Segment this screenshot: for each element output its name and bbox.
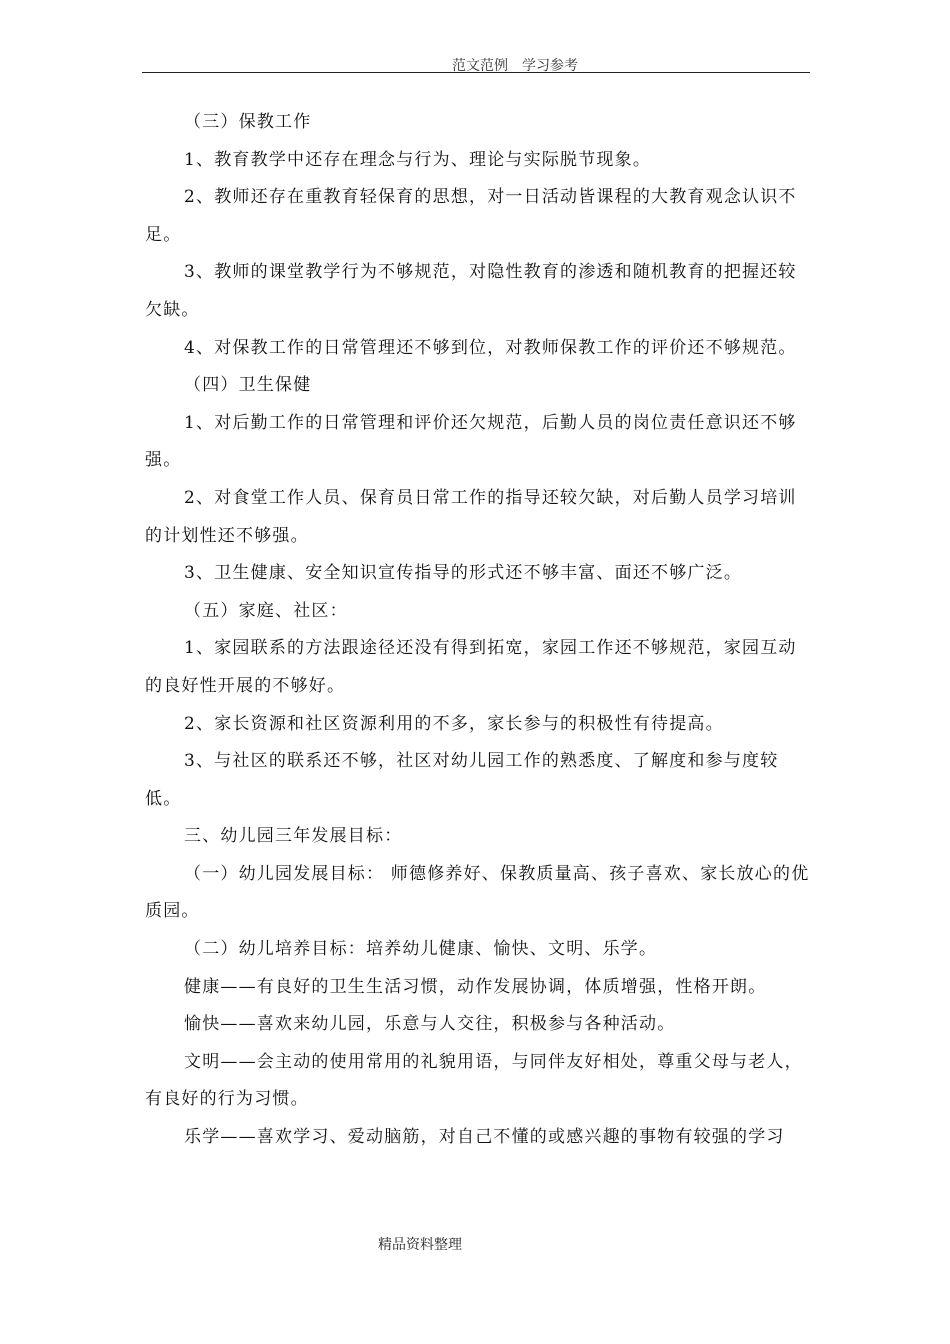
page-footer: 精品资料整理 (378, 1237, 462, 1253)
paragraph: 2、对食堂工作人员、保育员日常工作的指导还较欠缺，对后勤人员学习培训的计划性还不够强。 (145, 487, 797, 546)
paragraph: 健康——有良好的卫生生活习惯，动作发展协调，体质增强，性格开朗。 (184, 976, 767, 997)
chapter-heading-3: 三、幼儿园三年发展目标： (184, 826, 403, 847)
paragraph: （一）幼儿园发展目标： 师德修养好、保教质量高、孩子喜欢、家长放心的优质园。 (145, 863, 810, 922)
section-heading-5: （五）家庭、社区： (184, 600, 348, 621)
paragraph: （二）幼儿培养目标：培养幼儿健康、愉快、文明、乐学。 (184, 939, 658, 960)
paragraph: 3、卫生健康、安全知识宣传指导的形式还不够丰富、面还不够广泛。 (184, 563, 743, 584)
paragraph: 1、家园联系的方法跟途径还没有得到拓宽，家园工作还不够规范，家园互动的良好性开展的不够好。 (145, 638, 797, 696)
paragraph: 乐学——喜欢学习、爱动脑筋，对自己不懂的或感兴趣的事物有较强的学习 (184, 1127, 785, 1148)
paragraph: 文明——会主动的使用常用的礼貌用语，与同伴友好相处，尊重父母与老人，有良好的行为习惯。 (145, 1051, 803, 1110)
paragraph: 2、家长资源和社区资源利用的不多，家长参与的积极性有待提高。 (184, 713, 724, 734)
header-rule (142, 72, 810, 73)
paragraph: 4、对保教工作的日常管理还不够到位，对教师保教工作的评价还不够规范。 (184, 337, 797, 358)
page-header: 范文范例 学习参考 (452, 58, 578, 74)
paragraph: 1、对后勤工作的日常管理和评价还欠规范，后勤人员的岗位责任意识还不够强。 (145, 412, 797, 471)
paragraph: 3、与社区的联系还不够，社区对幼儿园工作的熟悉度、了解度和参与度较低。 (145, 751, 779, 809)
section-heading-3: （三）保教工作 (184, 112, 312, 132)
paragraph: 1、教育教学中还存在理念与行为、理论与实际脱节现象。 (184, 149, 652, 170)
section-heading-4: （四）卫生保健 (184, 375, 312, 396)
paragraph: 愉快——喜欢来幼儿园，乐意与人交往，积极参与各种活动。 (184, 1014, 676, 1035)
document-body (145, 104, 813, 1157)
paragraph: 3、教师的课堂教学行为不够规范，对隐性教育的渗透和随机教育的把握还较欠缺。 (145, 262, 797, 320)
paragraph: 2、教师还存在重教育轻保育的思想，对一日活动皆课程的大教育观念认识不足。 (145, 187, 797, 245)
